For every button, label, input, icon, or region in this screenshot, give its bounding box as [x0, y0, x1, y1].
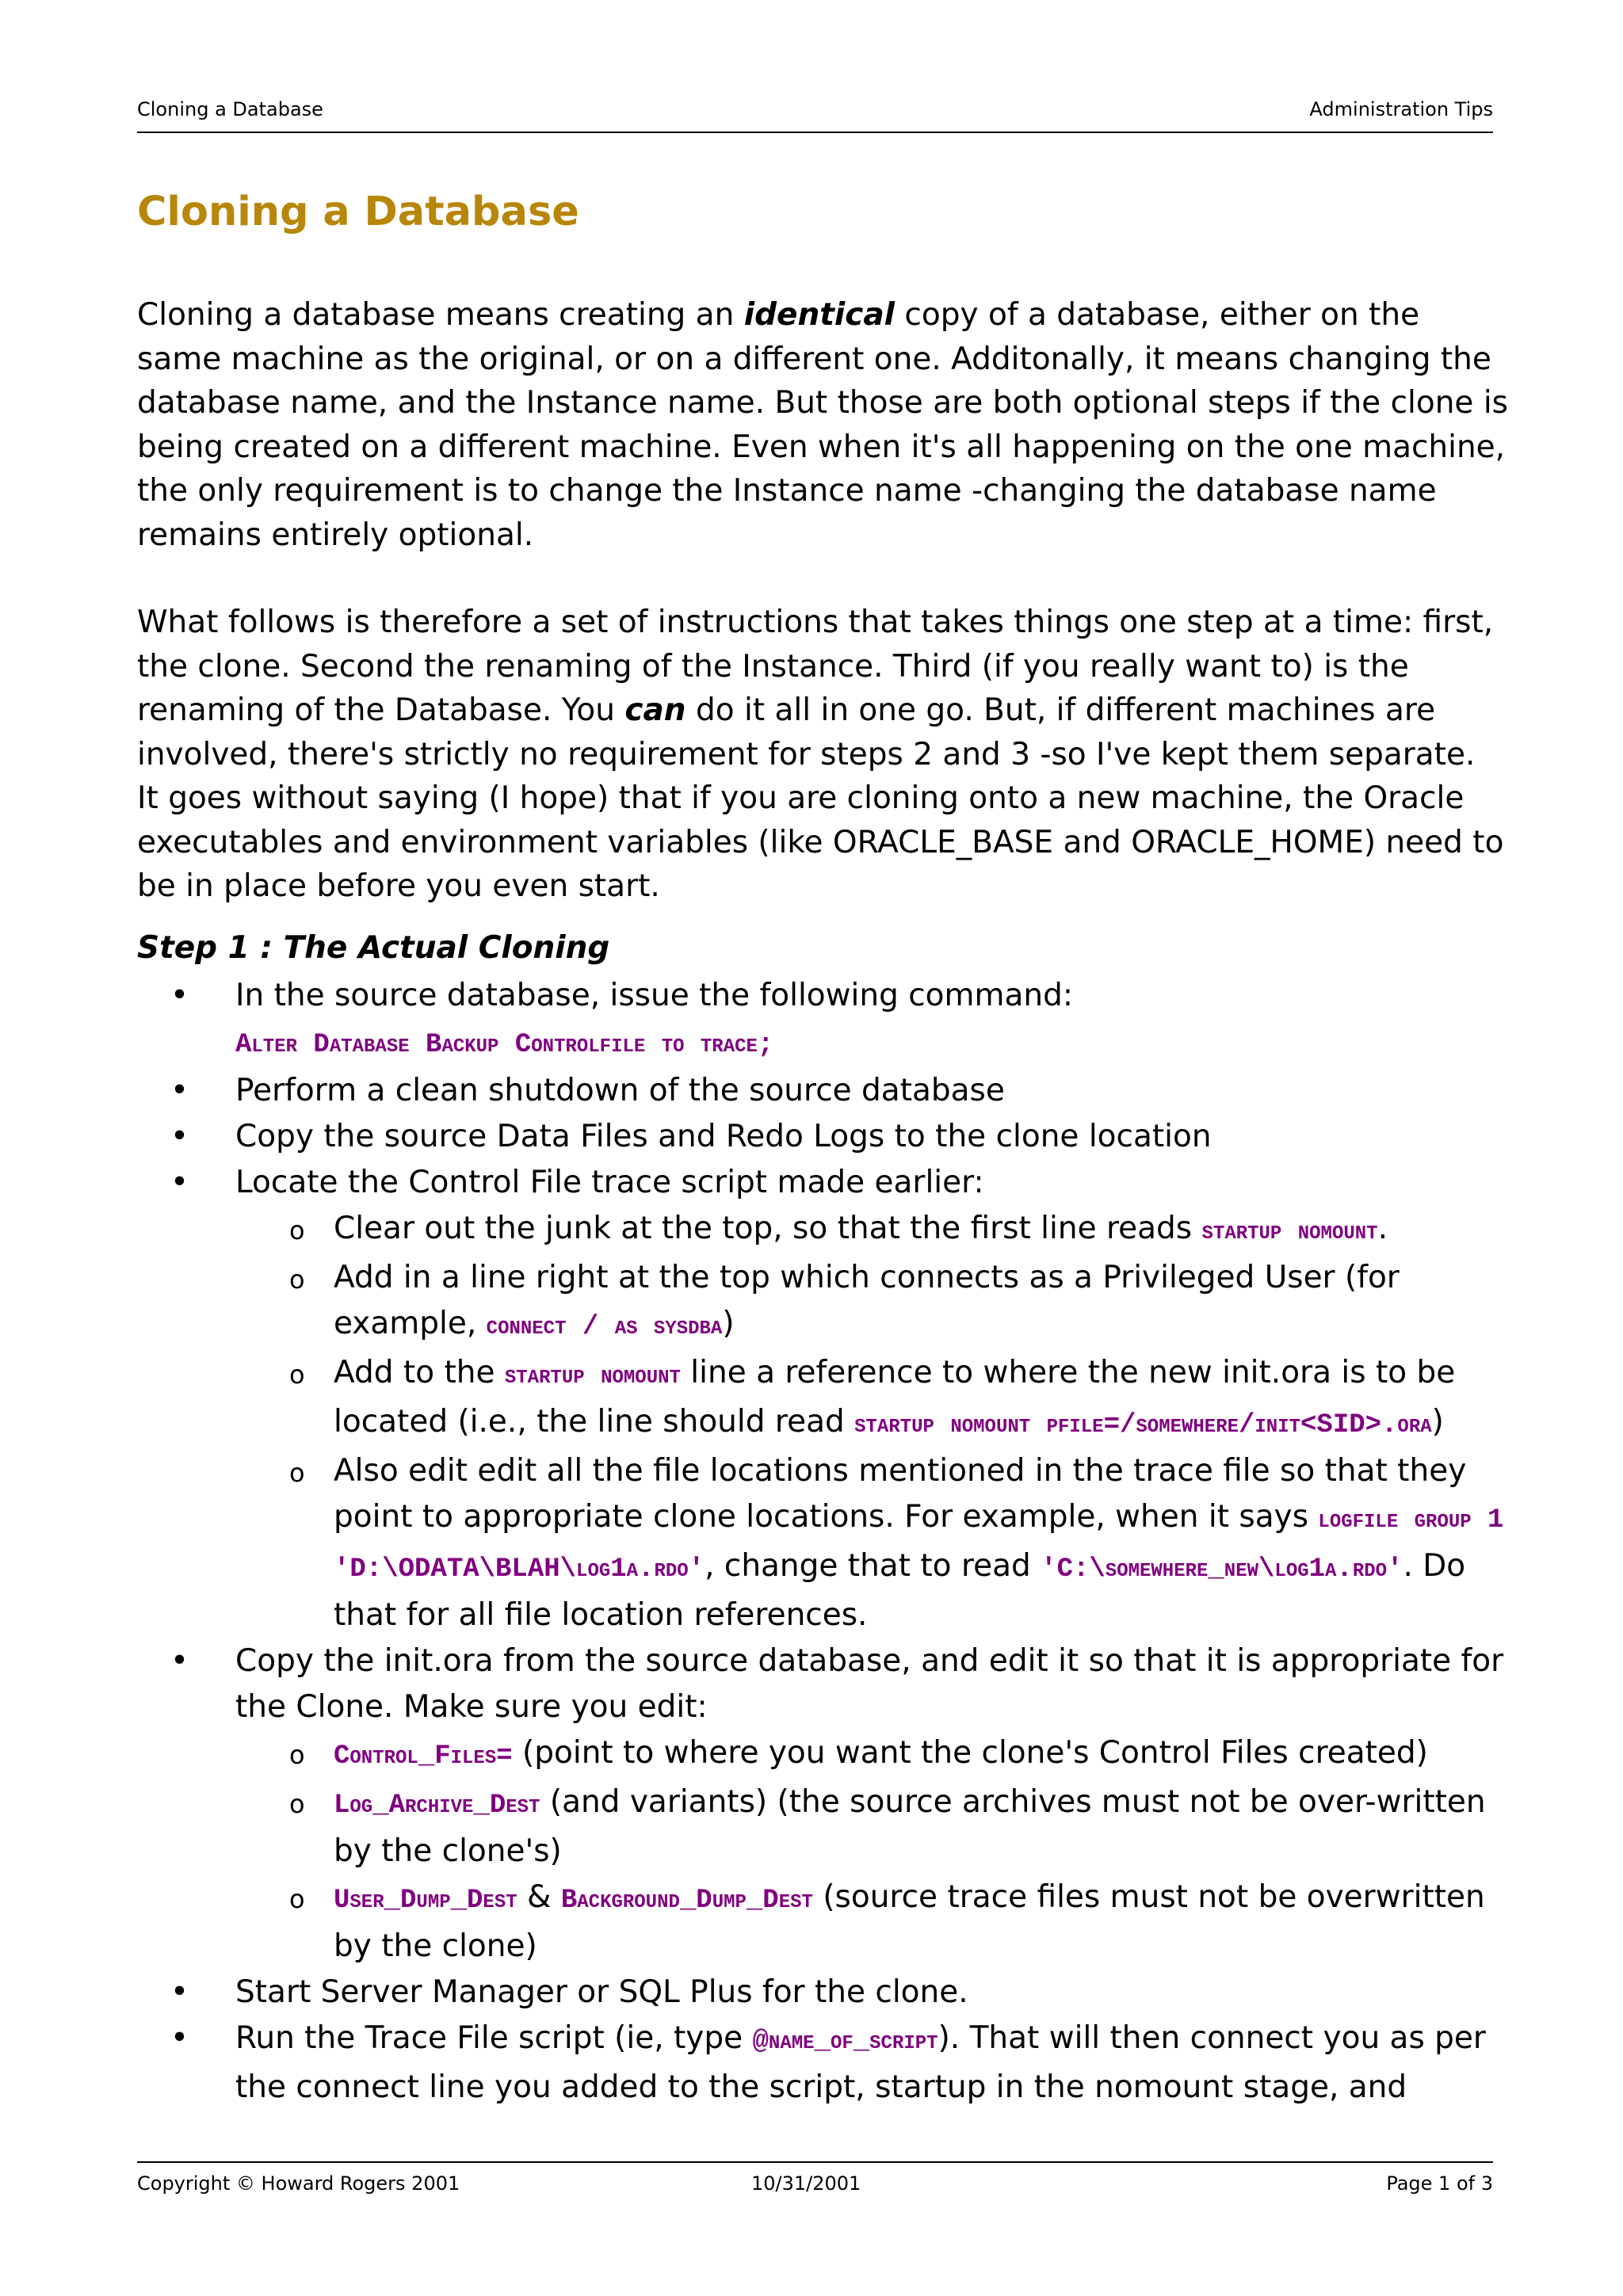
code-startup-nomount: startup nomount: [1201, 1217, 1378, 1247]
list-item: [137, 2016, 1508, 2111]
sub-item-text: (source trace files must not be overwritten by the clone): [334, 1879, 1485, 1964]
code-log-archive-dest: Log_Archive_Dest: [334, 1791, 540, 1821]
list-item: • Perform a clean shutdown of the source database: [137, 1068, 1508, 1114]
page-footer: [137, 2161, 1493, 2199]
intro-paragraph-2: [137, 601, 1508, 776]
code-startup-nomount: startup nomount: [504, 1361, 681, 1391]
emphasis-can: can: [624, 692, 686, 728]
intro-text: What follows is therefore a set of instructions that takes things one step at a time: first, the clone. Second the renaming of the Instance. Third (if you really want to) is the renaming of the Database. You: [137, 605, 1494, 728]
sub-item-text: , change that to read: [705, 1548, 1041, 1584]
sub-item-text: line a reference to where the new init.ora is to be located (i.e., the line should read: [334, 1355, 1456, 1440]
code-startup-pfile: startup nomount pfile=/somewhere/init<SID>.ora: [854, 1410, 1432, 1440]
footer-page-number: Page 1 of 3: [1386, 2172, 1493, 2195]
sub-item-text: (point to where you want the clone's Control Files created): [512, 1735, 1428, 1771]
list-item-text: Copy the init.ora from the source database, and edit it so that it is appropriate for the Clone. Make sure you edit:: [235, 1643, 1504, 1725]
code-control-files: Control_Files=: [334, 1741, 513, 1772]
sub-list-item: [235, 1875, 1508, 1970]
sub-list-item: [235, 1448, 1508, 1638]
sub-list: [235, 1206, 1508, 1638]
sub-list-item: [235, 1255, 1508, 1350]
code-user-dump-dest: User_Dump_Dest: [334, 1886, 517, 1916]
list-item: • Copy the source Data Files and Redo Logs to the clone location: [137, 1114, 1508, 1160]
code-name-of-script: @name_of_script: [752, 2027, 938, 2057]
header-left-text: Cloning a Database: [137, 98, 323, 120]
list-item-text: Run the Trace File script (ie, type: [235, 2020, 753, 2056]
footer-date: 10/31/2001: [751, 2172, 861, 2195]
intro-paragraph-1: [137, 293, 1508, 557]
list-item: • Start Server Manager or SQL Plus for the clone.: [137, 1970, 1508, 2016]
sub-item-text: Clear out the junk at the top, so that the first line reads: [334, 1211, 1202, 1246]
header-right-text: Administration Tips: [1309, 98, 1493, 120]
list-item: [137, 1638, 1508, 1970]
sub-item-text: Also edit edit all the file locations mentioned in the trace file so that they point to appropriate clone locations. For example, when it says: [334, 1453, 1467, 1535]
list-item-text: ). That will then connect you as per the connect line you added to the script, startup in the nomount stage, and: [235, 2020, 1486, 2105]
sub-list: [235, 1730, 1508, 1970]
sub-item-text: . Do that for all file location references.: [334, 1548, 1466, 1633]
code-connect-sysdba: connect / as sysdba: [486, 1312, 723, 1342]
sub-item-text: Add to the: [334, 1355, 505, 1390]
code-alter-database: Alter Database Backup Controlfile to trace;: [235, 1030, 774, 1060]
emphasis-identical: identical: [743, 297, 896, 333]
code-new-logfile-path: 'C:\somewhere_new\log1a.rdo': [1041, 1554, 1403, 1585]
sub-list-item: [235, 1779, 1508, 1875]
step-1-heading: Step 1 : The Actual Cloning: [137, 929, 610, 966]
page-header: [137, 95, 1493, 133]
step-1-list: [137, 973, 1508, 2111]
intro-paragraph-3: It goes without saying (I hope) that if you are cloning onto a new machine, the Oracle executables and environment variables (like ORACLE_BASE and ORACLE_HOME) need to be in place before you even start.: [137, 780, 1504, 904]
intro-text: do it all in one go. But, if different machines are involved, there's strictly no requirement for steps 2 and 3 -so I've kept them separate.: [137, 692, 1476, 772]
code-background-dump-dest: Background_Dump_Dest: [560, 1886, 813, 1916]
list-item-text: In the source database, issue the following command:: [235, 978, 1074, 1013]
intro-text: Cloning a database means creating an: [137, 297, 744, 333]
intro-text: copy of a database, either on the same machine as the original, or on a different one. Additonally, it means changing the database name, and the Instance name. But those are both optional steps if the clone is being created on a different machine. Even when it's all happening on the one machine, the only requirement is to change the Instance name -changing the database name remains entirely optional.: [137, 297, 1508, 553]
list-item: [137, 1160, 1508, 1638]
sub-item-text: Add in a line right at the top which connects as a Privileged User (for example,: [334, 1260, 1400, 1341]
sub-list-item: [235, 1206, 1508, 1255]
document-body: [137, 293, 1508, 2111]
sub-item-text: (and variants) (the source archives must not be over-written by the clone's): [334, 1784, 1486, 1869]
list-item-text: Locate the Control File trace script made earlier:: [235, 1165, 984, 1200]
sub-list-item: [235, 1730, 1508, 1779]
code-logfile-group: logfile group 1 'D:\ODATA\BLAH\log1a.rdo': [334, 1505, 1504, 1585]
sub-item-text: .: [1377, 1211, 1388, 1246]
sub-item-text: ): [1431, 1404, 1444, 1440]
sub-item-text: ): [722, 1306, 735, 1341]
page-title: Cloning a Database: [137, 189, 579, 235]
list-item: [137, 973, 1508, 1068]
sub-item-text: &: [517, 1879, 561, 1915]
footer-copyright: Copyright © Howard Rogers 2001: [137, 2172, 460, 2195]
sub-list-item: [235, 1350, 1508, 1448]
